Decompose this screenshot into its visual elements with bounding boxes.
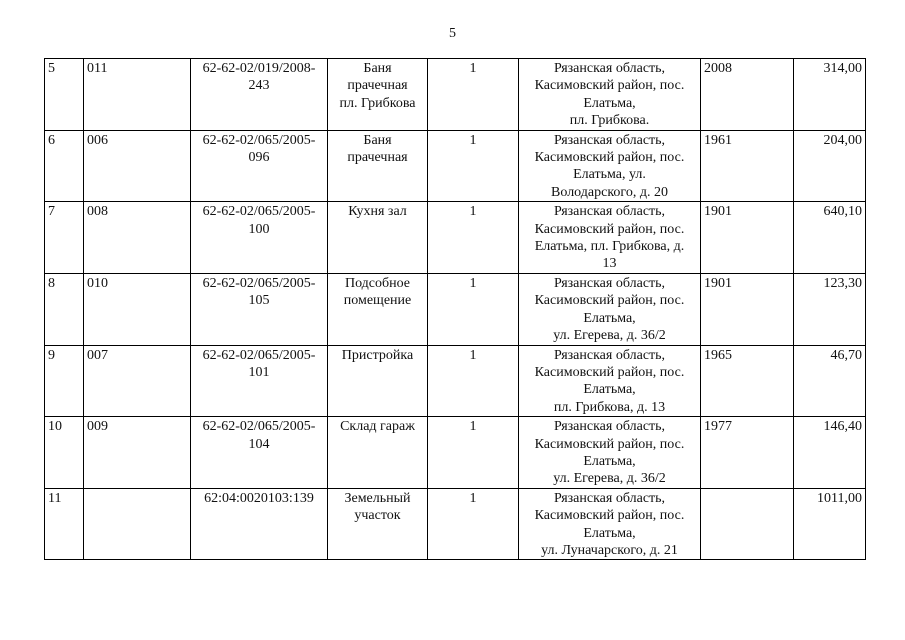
- year-cell: [701, 488, 794, 560]
- address-cell-line: Рязанская область,: [553, 275, 666, 291]
- address-cell-line: Володарского, д. 20: [551, 184, 668, 200]
- object-name-cell: [328, 202, 428, 274]
- address-cell-line: Касимовский район, пос.: [534, 364, 685, 380]
- registration-number-cell-line: 096: [248, 150, 270, 166]
- year-cell: 1901: [701, 202, 794, 274]
- area-cell: 46,70: [794, 345, 866, 417]
- registration-number-cell-line: 62-62-02/019/2008-: [202, 61, 316, 76]
- inventory-code-cell: 010: [84, 273, 191, 345]
- address-cell: [519, 488, 701, 560]
- row-number-cell: 8: [45, 273, 84, 345]
- object-name-cell: [328, 488, 428, 560]
- registration-number-cell-line: 243: [248, 78, 270, 94]
- address-cell-line: ул. Егерева, д. 36/2: [553, 471, 666, 487]
- inventory-code-cell: 007: [84, 345, 191, 417]
- registration-number-cell: [191, 273, 328, 345]
- row-number-cell: 7: [45, 202, 84, 274]
- object-name-cell: [328, 345, 428, 417]
- object-name-cell: [328, 59, 428, 131]
- address-cell-line: Касимовский район, пос.: [534, 436, 685, 452]
- area-cell: 146,40: [794, 417, 866, 489]
- object-name-cell-line: Подсобное: [344, 275, 411, 291]
- address-cell-line: Рязанская область,: [553, 204, 666, 220]
- table-row: [45, 417, 866, 489]
- registration-number-cell-line: 100: [248, 221, 270, 237]
- registry-body: [45, 59, 866, 560]
- object-name-cell: [328, 130, 428, 202]
- object-name-cell-line: участок: [354, 508, 401, 524]
- property-registry-table: [44, 58, 866, 560]
- address-cell: [519, 417, 701, 489]
- area-cell: 314,00: [794, 59, 866, 131]
- year-cell: 1965: [701, 345, 794, 417]
- table-row: [45, 202, 866, 274]
- address-cell-line: пл. Грибкова, д. 13: [553, 399, 666, 415]
- quantity-cell: 1: [428, 488, 519, 560]
- address-cell-line: Рязанская область,: [553, 347, 666, 363]
- table-row: [45, 130, 866, 202]
- registration-number-cell-line: 104: [248, 436, 270, 452]
- table-row: [45, 273, 866, 345]
- table-row: [45, 488, 866, 560]
- address-cell-line: Касимовский район, пос.: [534, 150, 685, 166]
- quantity-cell: 1: [428, 202, 519, 274]
- row-number-cell: 10: [45, 417, 84, 489]
- year-cell: 1901: [701, 273, 794, 345]
- address-cell-line: Елатьма,: [583, 95, 636, 111]
- inventory-code-cell: 008: [84, 202, 191, 274]
- quantity-cell: 1: [428, 273, 519, 345]
- address-cell-line: Касимовский район, пос.: [534, 78, 685, 94]
- registration-number-cell-line: 62-62-02/065/2005-: [202, 275, 316, 291]
- registration-number-cell: [191, 488, 328, 560]
- object-name-cell-line: помещение: [343, 293, 412, 309]
- address-cell: [519, 202, 701, 274]
- registration-number-cell-line: 62-62-02/065/2005-: [202, 419, 316, 435]
- address-cell-line: Рязанская область,: [553, 419, 666, 435]
- address-cell-line: Касимовский район, пос.: [534, 221, 685, 237]
- object-name-cell-line: пл. Грибкова: [339, 95, 416, 111]
- address-cell-line: Елатьма,: [583, 525, 636, 541]
- year-cell: 1977: [701, 417, 794, 489]
- row-number-cell: 9: [45, 345, 84, 417]
- address-cell: [519, 345, 701, 417]
- object-name-cell-line: прачечная: [347, 150, 408, 166]
- inventory-code-cell: 009: [84, 417, 191, 489]
- row-number-cell: 5: [45, 59, 84, 131]
- object-name-cell-line: Склад гараж: [340, 419, 415, 435]
- area-cell: 1011,00: [794, 488, 866, 560]
- object-name-cell-line: Баня: [363, 61, 392, 76]
- quantity-cell: 1: [428, 59, 519, 131]
- registration-number-cell-line: 62-62-02/065/2005-: [202, 347, 316, 363]
- registration-number-cell-line: 62-62-02/065/2005-: [202, 132, 316, 148]
- address-cell-line: Елатьма, пл. Грибкова, д.: [534, 239, 685, 255]
- address-cell-line: Рязанская область,: [553, 132, 666, 148]
- registration-number-cell-line: 105: [248, 293, 270, 309]
- inventory-code-cell: 006: [84, 130, 191, 202]
- table-row: [45, 59, 866, 131]
- address-cell-line: Касимовский район, пос.: [534, 508, 685, 524]
- object-name-cell-line: Кухня зал: [348, 204, 407, 220]
- registration-number-cell: [191, 345, 328, 417]
- registration-number-cell-line: 101: [248, 364, 270, 380]
- address-cell-line: Елатьма,: [583, 453, 636, 469]
- object-name-cell-line: Пристройка: [341, 347, 414, 363]
- address-cell-line: Елатьма, ул.: [573, 167, 646, 183]
- inventory-code-cell: 011: [84, 59, 191, 131]
- area-cell: 204,00: [794, 130, 866, 202]
- registration-number-cell-line: 62:04:0020103:139: [204, 490, 314, 506]
- table-row: [45, 345, 866, 417]
- address-cell-line: Рязанская область,: [553, 490, 666, 506]
- registration-number-cell: [191, 202, 328, 274]
- registration-number-cell: [191, 59, 328, 131]
- registration-number-cell: [191, 130, 328, 202]
- area-cell: 640,10: [794, 202, 866, 274]
- object-name-cell-line: Земельный: [344, 490, 411, 506]
- address-cell: [519, 130, 701, 202]
- registration-number-cell: [191, 417, 328, 489]
- object-name-cell-line: прачечная: [347, 78, 408, 94]
- quantity-cell: 1: [428, 417, 519, 489]
- year-cell: 1961: [701, 130, 794, 202]
- address-cell-line: 13: [602, 256, 617, 272]
- address-cell-line: Рязанская область,: [553, 61, 666, 76]
- registration-number-cell-line: 62-62-02/065/2005-: [202, 204, 316, 220]
- address-cell-line: Елатьма,: [583, 310, 636, 326]
- address-cell-line: пл. Грибкова.: [569, 113, 650, 129]
- year-cell: 2008: [701, 59, 794, 131]
- address-cell-line: Касимовский район, пос.: [534, 293, 685, 309]
- quantity-cell: 1: [428, 345, 519, 417]
- address-cell-line: ул. Луначарского, д. 21: [541, 542, 678, 558]
- object-name-cell: [328, 273, 428, 345]
- page-number: 5: [449, 26, 456, 41]
- row-number-cell: 6: [45, 130, 84, 202]
- inventory-code-cell: [84, 488, 191, 560]
- object-name-cell-line: Баня: [363, 132, 392, 148]
- object-name-cell: [328, 417, 428, 489]
- area-cell: 123,30: [794, 273, 866, 345]
- quantity-cell: 1: [428, 130, 519, 202]
- address-cell-line: Елатьма,: [583, 382, 636, 398]
- address-cell-line: ул. Егерева, д. 36/2: [553, 328, 666, 344]
- row-number-cell: 11: [45, 488, 84, 560]
- address-cell: [519, 59, 701, 131]
- address-cell: [519, 273, 701, 345]
